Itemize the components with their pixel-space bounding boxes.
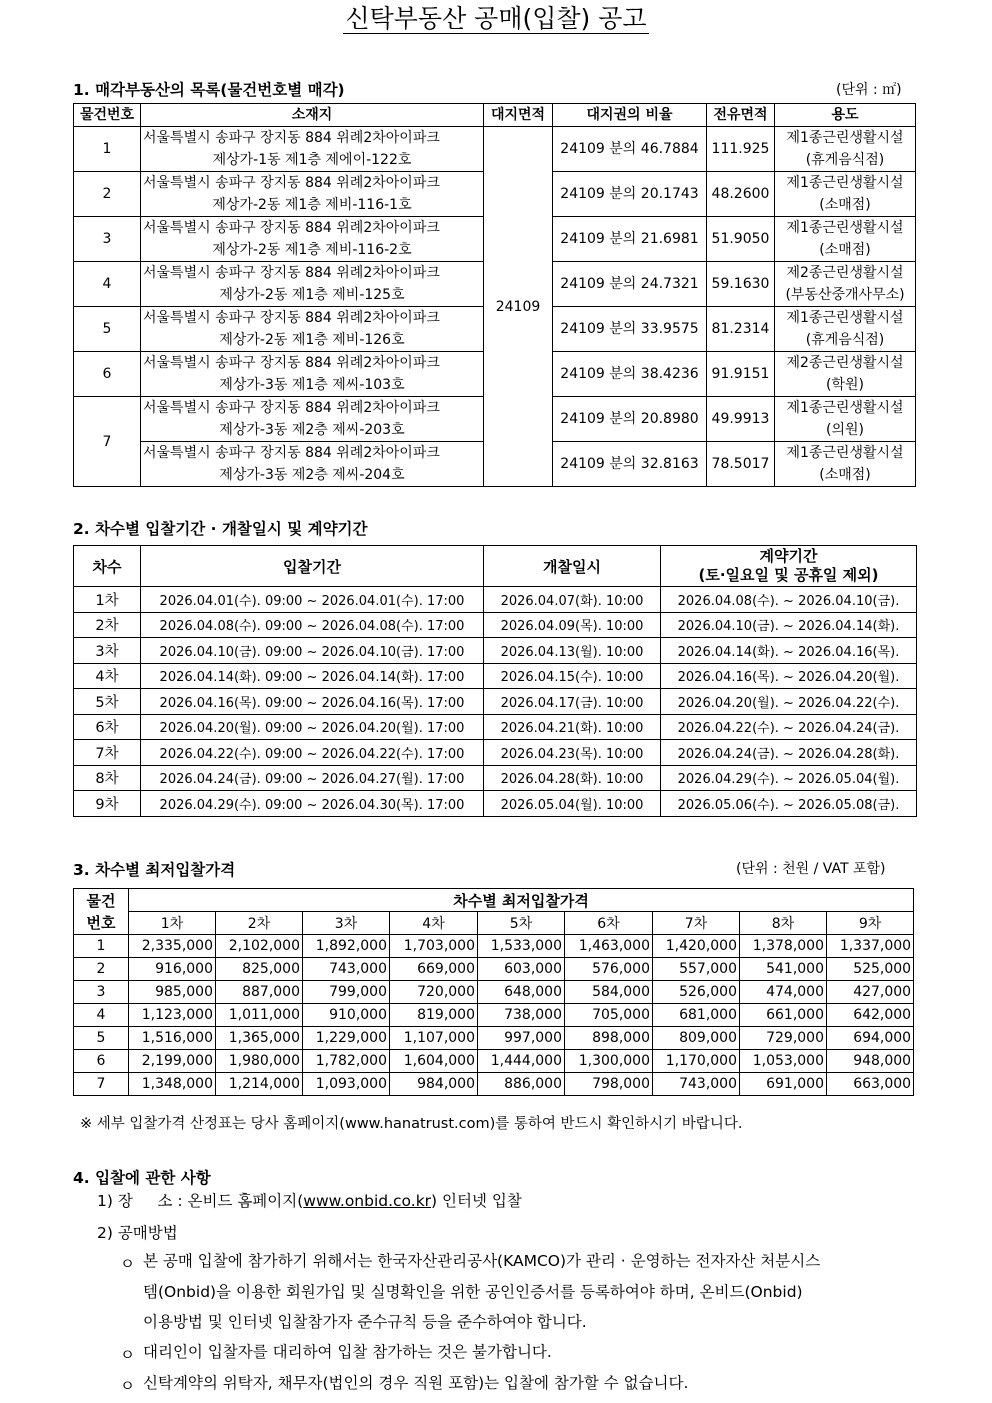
price-cell: 525,000 [827,958,914,981]
contract-period: 2026.04.20(월). ~ 2026.04.22(수). [661,689,917,715]
usage-cell [775,397,916,442]
address-line1: 서울특별시 송파구 장지동 884 위례2차아이파크 [143,400,440,416]
table1-header: 대지권의 비율 [553,104,707,127]
method-text-1a: 본 공매 입찰에 참가하기 위해서는 한국자산관리공사(KAMCO)가 관리 · 운영하는 전자자산 처분시스 [143,1252,821,1270]
price-cell: 526,000 [653,981,740,1004]
round-header: 3차 [303,912,390,935]
price-cell: 474,000 [740,981,827,1004]
land-ratio: 24109 분의 24.7321 [553,262,707,307]
price-cell: 576,000 [565,958,653,981]
table-row [74,935,914,958]
address-line1: 서울특별시 송파구 장지동 884 위례2차아이파크 [143,265,440,281]
contract-period: 2026.04.24(금). ~ 2026.04.28(화). [661,740,917,766]
price-cell: 887,000 [216,981,303,1004]
price-cell: 1,604,000 [390,1050,478,1073]
price-cell: 1,365,000 [216,1027,303,1050]
price-cell: 1,348,000 [129,1073,216,1096]
schedule-table [73,545,917,817]
price-cell: 1,337,000 [827,935,914,958]
usage-line2: (소매점) [819,197,871,213]
price-cell: 694,000 [827,1027,914,1050]
usage-line2: (학원) [826,377,864,393]
address-line2: 제상가-2동 제1층 제비-125호 [219,287,405,303]
table-row [74,638,917,664]
price-cell: 997,000 [478,1027,565,1050]
open-date: 2026.05.04(월). 10:00 [484,791,661,817]
table1-header: 전유면적 [707,104,775,127]
header-round: 차수 [74,546,141,587]
usage-line1: 제2종근린생활시설 [786,265,904,281]
price-cell: 916,000 [129,958,216,981]
method-text-1b: 템(Onbid)을 이용한 회원가입 및 실명확인을 위한 공인인증서를 등록하여야 하며, 온비드(Onbid) [143,1283,803,1301]
address-cell [141,127,484,172]
open-date: 2026.04.23(목). 10:00 [484,740,661,766]
item-no: 4 [74,262,141,307]
land-ratio: 24109 분의 20.8980 [553,397,707,442]
round-header: 6차 [565,912,653,935]
table1-header: 물건번호 [74,104,141,127]
open-date: 2026.04.07(화). 10:00 [484,587,661,613]
exclusive-area: 111.925 [707,127,775,172]
header-min-price-group: 차수별 최저입찰가격 [129,889,914,912]
item-no: 2 [74,172,141,217]
price-cell: 1,011,000 [216,1004,303,1027]
usage-cell [775,352,916,397]
contract-period: 2026.04.10(금). ~ 2026.04.14(화). [661,612,917,638]
price-cell: 809,000 [653,1027,740,1050]
usage-line2: (휴게음식점) [805,152,885,168]
usage-cell [775,307,916,352]
address-line2: 제상가-1동 제1층 제에이-122호 [212,152,412,168]
address-line1: 서울특별시 송파구 장지동 884 위례2차아이파크 [143,220,440,236]
contract-period: 2026.04.16(목). ~ 2026.04.20(월). [661,663,917,689]
price-cell: 1,123,000 [129,1004,216,1027]
round-header: 8차 [740,912,827,935]
item-no: 5 [74,1027,129,1050]
bid-period: 2026.04.20(월). 09:00 ~ 2026.04.20(월). 17:00 [141,714,484,740]
price-cell: 1,170,000 [653,1050,740,1073]
price-cell: 743,000 [653,1073,740,1096]
price-cell: 799,000 [303,981,390,1004]
land-ratio: 24109 분의 21.6981 [553,217,707,262]
address-line1: 서울특별시 송파구 장지동 884 위례2차아이파크 [143,355,440,371]
usage-cell [775,172,916,217]
round-label: 3차 [74,638,141,664]
table-row [74,587,917,613]
table-row [74,1050,914,1073]
round-label: 9차 [74,791,141,817]
price-cell: 1,420,000 [653,935,740,958]
price-cell: 1,892,000 [303,935,390,958]
table1-header: 용도 [775,104,916,127]
table-row [74,127,916,172]
price-cell: 705,000 [565,1004,653,1027]
exclusive-area: 78.5017 [707,442,775,487]
method-text-3: 신탁계약의 위탁자, 채무자(법인의 경우 직원 포함)는 입찰에 참가할 수 없습니다. [143,1374,689,1392]
table-row [74,765,917,791]
usage-cell [775,262,916,307]
address-line2: 제상가-2동 제1층 제비-116-1호 [212,197,412,213]
usage-line1: 제1종근린생활시설 [786,400,904,416]
table-row [74,958,914,981]
price-cell: 1,107,000 [390,1027,478,1050]
price-cell: 819,000 [390,1004,478,1027]
address-line2: 제상가-3동 제2층 제씨-203호 [219,422,405,438]
price-cell: 985,000 [129,981,216,1004]
price-cell: 691,000 [740,1073,827,1096]
header-bid-period: 입찰기간 [141,546,484,587]
exclusive-area: 59.1630 [707,262,775,307]
price-cell: 427,000 [827,981,914,1004]
price-cell: 1,533,000 [478,935,565,958]
contract-period: 2026.04.08(수). ~ 2026.04.10(금). [661,587,917,613]
item-no: 3 [74,981,129,1004]
price-cell: 1,444,000 [478,1050,565,1073]
address-line2: 제상가-3동 제2층 제씨-204호 [219,467,405,483]
round-header: 1차 [129,912,216,935]
price-cell: 1,516,000 [129,1027,216,1050]
table-row [74,1073,914,1096]
land-area: 24109 [484,127,553,487]
bid-period: 2026.04.22(수). 09:00 ~ 2026.04.22(수). 17:00 [141,740,484,766]
bid-period: 2026.04.29(수). 09:00 ~ 2026.04.30(목). 17:00 [141,791,484,817]
address-cell [141,442,484,487]
price-cell: 669,000 [390,958,478,981]
land-ratio: 24109 분의 46.7884 [553,127,707,172]
land-ratio: 24109 분의 38.4236 [553,352,707,397]
item-no: 2 [74,958,129,981]
section2-heading: 2. 차수별 입찰기간 · 개찰일시 및 계약기간 [73,520,368,538]
price-cell: 661,000 [740,1004,827,1027]
bid-period: 2026.04.16(목). 09:00 ~ 2026.04.16(목). 17:00 [141,689,484,715]
section1-heading: 1. 매각부동산의 목록(물건번호별 매각) [73,81,345,99]
round-label: 4차 [74,663,141,689]
contract-period: 2026.05.06(수). ~ 2026.05.08(금). [661,791,917,817]
item-no: 6 [74,1050,129,1073]
price-cell: 886,000 [478,1073,565,1096]
address-line2: 제상가-2동 제1층 제비-116-2호 [212,242,412,258]
price-cell: 729,000 [740,1027,827,1050]
exclusive-area: 51.9050 [707,217,775,262]
section1-unit: (단위 : ㎡) [836,82,902,98]
address-line2: 제상가-2동 제1층 제비-126호 [219,332,405,348]
bid-period: 2026.04.14(화). 09:00 ~ 2026.04.14(화). 17:00 [141,663,484,689]
bid-period: 2026.04.10(금). 09:00 ~ 2026.04.10(금). 17:00 [141,638,484,664]
open-date: 2026.04.15(수). 10:00 [484,663,661,689]
price-cell: 2,335,000 [129,935,216,958]
table1-header: 소재지 [141,104,484,127]
table-row [74,1027,914,1050]
price-cell: 948,000 [827,1050,914,1073]
price-cell: 1,229,000 [303,1027,390,1050]
item-no: 3 [74,217,141,262]
method-text-1c: 이용방법 및 인터넷 입찰참가자 준수규칙 등을 준수하여야 합니다. [143,1313,587,1331]
table-row [74,663,917,689]
round-label: 5차 [74,689,141,715]
address-line1: 서울특별시 송파구 장지동 884 위례2차아이파크 [143,445,440,461]
price-cell: 681,000 [653,1004,740,1027]
bid-period: 2026.04.24(금). 09:00 ~ 2026.04.27(월). 17:00 [141,765,484,791]
bid-period: 2026.04.01(수). 09:00 ~ 2026.04.01(수). 17:00 [141,587,484,613]
price-cell: 603,000 [478,958,565,981]
usage-line2: (휴게음식점) [805,332,885,348]
usage-line2: (소매점) [819,467,871,483]
address-cell [141,217,484,262]
address-line1: 서울특별시 송파구 장지동 884 위례2차아이파크 [143,175,440,191]
bullet-icon: ㅇ [120,1377,135,1395]
land-ratio: 24109 분의 33.9575 [553,307,707,352]
usage-line2: (부동산중개사무소) [785,287,905,303]
price-cell: 1,053,000 [740,1050,827,1073]
round-label: 6차 [74,714,141,740]
table-row [74,612,917,638]
price-cell: 557,000 [653,958,740,981]
open-date: 2026.04.17(금). 10:00 [484,689,661,715]
table-row [74,1004,914,1027]
price-cell: 2,199,000 [129,1050,216,1073]
price-cell: 898,000 [565,1027,653,1050]
round-label: 1차 [74,587,141,613]
table-row [74,689,917,715]
section3-unit: (단위 : 천원 / VAT 포함) [736,861,886,877]
address-cell [141,262,484,307]
price-note: ※ 세부 입찰가격 산정표는 당사 홈페이지(www.hanatrust.com)를 통하여 반드시 확인하시기 바랍니다. [80,1116,743,1132]
usage-cell [775,127,916,172]
price-cell: 910,000 [303,1004,390,1027]
contract-period: 2026.04.22(수). ~ 2026.04.24(금). [661,714,917,740]
price-cell: 2,102,000 [216,935,303,958]
table-row [74,740,917,766]
item-no: 1 [74,127,141,172]
round-label: 2차 [74,612,141,638]
price-cell: 1,463,000 [565,935,653,958]
open-date: 2026.04.09(목). 10:00 [484,612,661,638]
header-item-no: 물건 번호 [74,889,129,935]
price-cell: 798,000 [565,1073,653,1096]
bullet-icon: ㅇ [120,1255,135,1273]
price-cell: 1,782,000 [303,1050,390,1073]
round-header: 4차 [390,912,478,935]
item-no: 6 [74,352,141,397]
usage-cell [775,217,916,262]
table1-header: 대지면적 [484,104,553,127]
address-cell [141,307,484,352]
price-cell: 825,000 [216,958,303,981]
price-cell: 541,000 [740,958,827,981]
price-cell: 584,000 [565,981,653,1004]
table-row [74,981,914,1004]
price-cell: 648,000 [478,981,565,1004]
item-no: 4 [74,1004,129,1027]
price-cell: 738,000 [478,1004,565,1027]
exclusive-area: 48.2600 [707,172,775,217]
land-ratio: 24109 분의 32.8163 [553,442,707,487]
header-open-date: 개찰일시 [484,546,661,587]
price-cell: 1,300,000 [565,1050,653,1073]
contract-period: 2026.04.14(화). ~ 2026.04.16(목). [661,638,917,664]
open-date: 2026.04.28(화). 10:00 [484,765,661,791]
round-header: 2차 [216,912,303,935]
bid-place: 1) 장 소 : 온비드 홈페이지(www.onbid.co.kr) 인터넷 입찰 [97,1192,522,1210]
bid-period: 2026.04.08(수). 09:00 ~ 2026.04.08(수). 17:00 [141,612,484,638]
address-line2: 제상가-3동 제1층 제씨-103호 [219,377,405,393]
address-line1: 서울특별시 송파구 장지동 884 위례2차아이파크 [143,130,440,146]
usage-line1: 제1종근린생활시설 [786,445,904,461]
price-cell: 642,000 [827,1004,914,1027]
address-cell [141,352,484,397]
method-text-2: 대리인이 입찰자를 대리하여 입찰 참가하는 것은 불가합니다. [143,1343,552,1361]
round-header: 9차 [827,912,914,935]
round-header: 5차 [478,912,565,935]
item-no: 1 [74,935,129,958]
address-line1: 서울특별시 송파구 장지동 884 위례2차아이파크 [143,310,440,326]
price-cell: 1,980,000 [216,1050,303,1073]
round-label: 7차 [74,740,141,766]
open-date: 2026.04.13(월). 10:00 [484,638,661,664]
page-title: 신탁부동산 공매(입찰) 공고 [345,4,647,33]
exclusive-area: 49.9913 [707,397,775,442]
round-label: 8차 [74,765,141,791]
section3-heading: 3. 차수별 최저입찰가격 [73,861,236,879]
price-cell: 1,093,000 [303,1073,390,1096]
item-no: 7 [74,1073,129,1096]
usage-line1: 제1종근린생활시설 [786,175,904,191]
header-contract-period: 계약기간 (토·일요일 및 공휴일 제외) [661,546,917,587]
exclusive-area: 81.2314 [707,307,775,352]
table-row [74,791,917,817]
price-cell: 720,000 [390,981,478,1004]
price-cell: 743,000 [303,958,390,981]
min-price-table [73,888,914,1096]
price-cell: 663,000 [827,1073,914,1096]
table-row [74,714,917,740]
usage-line1: 제1종근린생활시설 [786,220,904,236]
address-cell [141,172,484,217]
property-list-table [73,103,916,487]
price-cell: 1,214,000 [216,1073,303,1096]
section4-heading: 4. 입찰에 관한 사항 [73,1169,211,1187]
usage-line2: (소매점) [819,242,871,258]
usage-line2: (의원) [826,422,864,438]
price-cell: 1,378,000 [740,935,827,958]
usage-line1: 제1종근린생활시설 [786,310,904,326]
price-cell: 1,703,000 [390,935,478,958]
round-header: 7차 [653,912,740,935]
address-cell [141,397,484,442]
usage-line1: 제2종근린생활시설 [786,355,904,371]
exclusive-area: 91.9151 [707,352,775,397]
onbid-link[interactable]: www.onbid.co.kr [303,1192,432,1210]
price-cell: 984,000 [390,1073,478,1096]
sale-method-label: 2) 공매방법 [97,1224,178,1242]
usage-line1: 제1종근린생활시설 [786,130,904,146]
open-date: 2026.04.21(화). 10:00 [484,714,661,740]
land-ratio: 24109 분의 20.1743 [553,172,707,217]
item-no: 5 [74,307,141,352]
item-no: 7 [74,397,141,487]
bullet-icon: ㅇ [120,1346,135,1364]
usage-cell [775,442,916,487]
contract-period: 2026.04.29(수). ~ 2026.05.04(월). [661,765,917,791]
